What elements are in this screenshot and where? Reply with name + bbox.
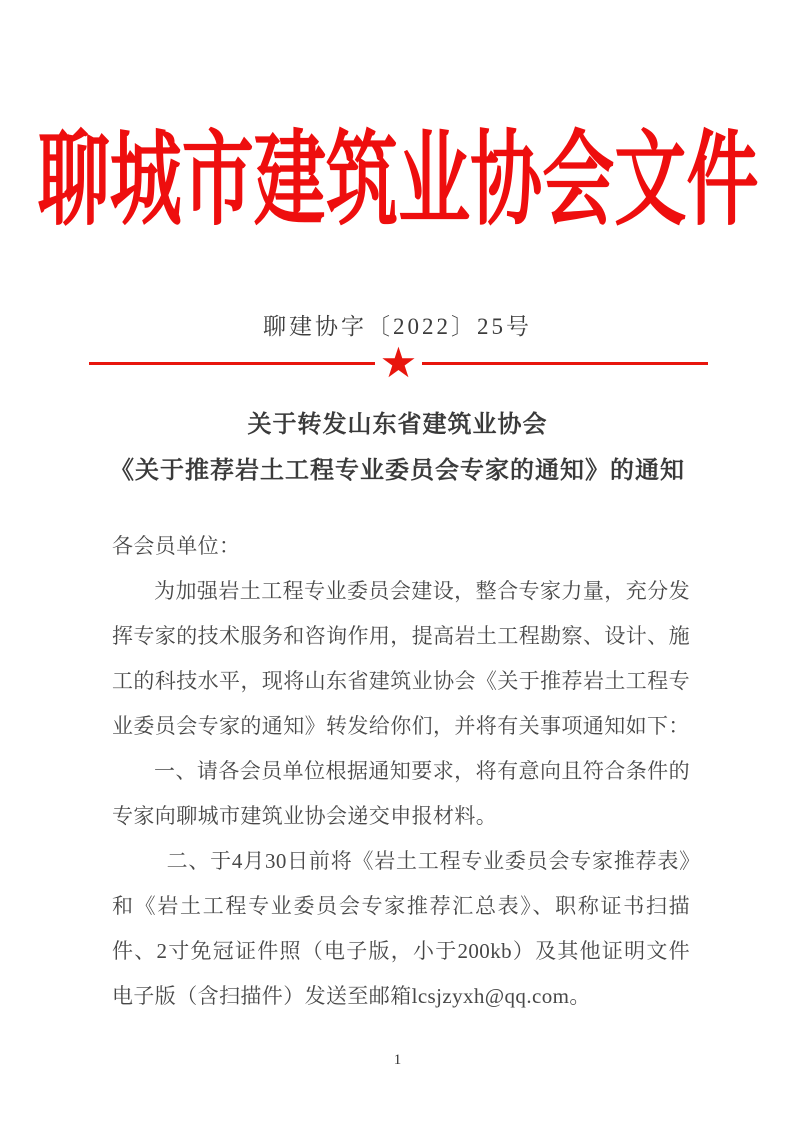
- paragraph-item-2: 二、于4月30日前将《岩土工程专业委员会专家推荐表》和《岩土工程专业委员会专家推荐汇总表》、职称证书扫描件、2寸免冠证件照（电子版，小于200kb）及其他证明文件电子版（含扫描件）发送至邮箱lcsjzyxh@qq.com。: [112, 849, 690, 1008]
- page-number: 1: [393, 1052, 402, 1068]
- document-body: [112, 524, 690, 1019]
- divider-line-right: [422, 362, 708, 365]
- paragraph-item-1: 一、请各会员单位根据通知要求，将有意向且符合条件的专家向聊城市建筑业协会递交申报材料。: [112, 759, 690, 828]
- red-divider: [89, 341, 708, 387]
- salutation: 各会员单位：: [112, 534, 241, 558]
- paragraph-intro: 为加强岩土工程专业委员会建设，整合专家力量，充分发挥专家的技术服务和咨询作用，提高岩土工程勘察、设计、施工的科技水平，现将山东省建筑业协会《关于推荐岩土工程专业委员会专家的通知》转发给你们，并将有关事项通知如下：: [112, 579, 690, 738]
- star-icon: ★: [379, 341, 418, 387]
- document-title-line1: 关于转发山东省建筑业协会: [247, 412, 548, 438]
- document-number: 聊建协字〔2022〕25号: [263, 314, 532, 339]
- document-title-line2: 《关于推荐岩土工程专业委员会专家的通知》的通知: [110, 458, 685, 484]
- document-title: [0, 402, 795, 494]
- red-masthead-title: 聊城市建筑业协会文件: [37, 124, 758, 238]
- divider-line-left: [89, 362, 375, 365]
